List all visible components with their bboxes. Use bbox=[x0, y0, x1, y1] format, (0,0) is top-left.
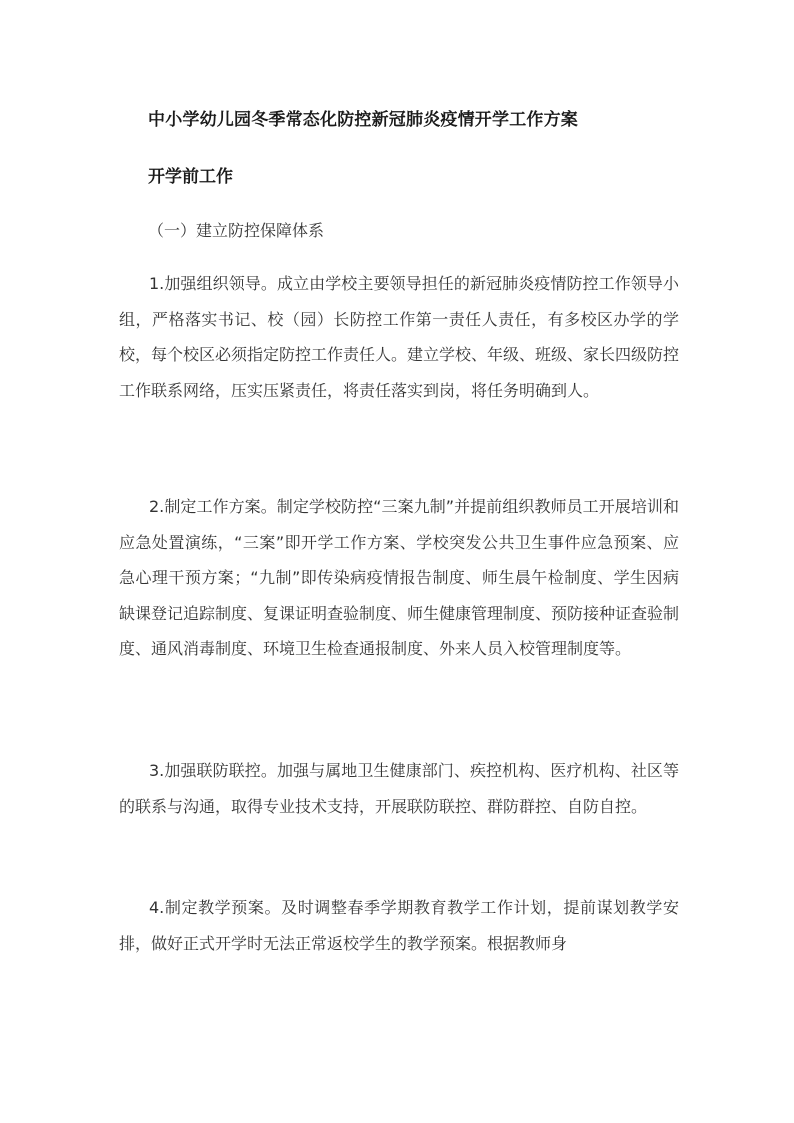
paragraph-1: 1.加强组织领导。成立由学校主要领导担任的新冠肺炎疫情防控工作领导小组，严格落实书记、校（园）长防控工作第一责任人责任，有多校区办学的学校，每个校区必须指定防控工作责任人。建立学校、年级、班级、家长四级防控工作联系网络，压实压紧责任，将责任落实到岗，将任务明确到人。 bbox=[119, 274, 680, 400]
sub-heading: （一）建立防控保障体系 bbox=[148, 221, 325, 240]
document-title: 中小学幼儿园冬季常态化防控新冠肺炎疫情开学工作方案 bbox=[148, 110, 578, 130]
paragraph-3: 3.加强联防联控。加强与属地卫生健康部门、疾控机构、医疗机构、社区等的联系与沟通，取得专业技术支持，开展联防联控、群防群控、自防自控。 bbox=[119, 761, 679, 816]
section-heading: 开学前工作 bbox=[148, 167, 233, 187]
paragraph-2: 2.制定工作方案。制定学校防控“三案九制”并提前组织教师员工开展培训和应急处置演练，“三案”即开学工作方案、学校突发公共卫生事件应急预案、应急心理干预方案；“九制”即传染病疫情报告制度、师生晨午检制度、学生因病缺课登记追踪制度、复课证明查验制度、师生健康管理制度、预防接种证查验制度、通风消毒制度、环境卫生检查通报制度、外来人员入校管理制度等。 bbox=[119, 497, 680, 658]
paragraph-4: 4.制定教学预案。及时调整春季学期教育教学工作计划，提前谋划教学安排，做好正式开学时无法正常返校学生的教学预案。根据教师身 bbox=[119, 898, 679, 953]
